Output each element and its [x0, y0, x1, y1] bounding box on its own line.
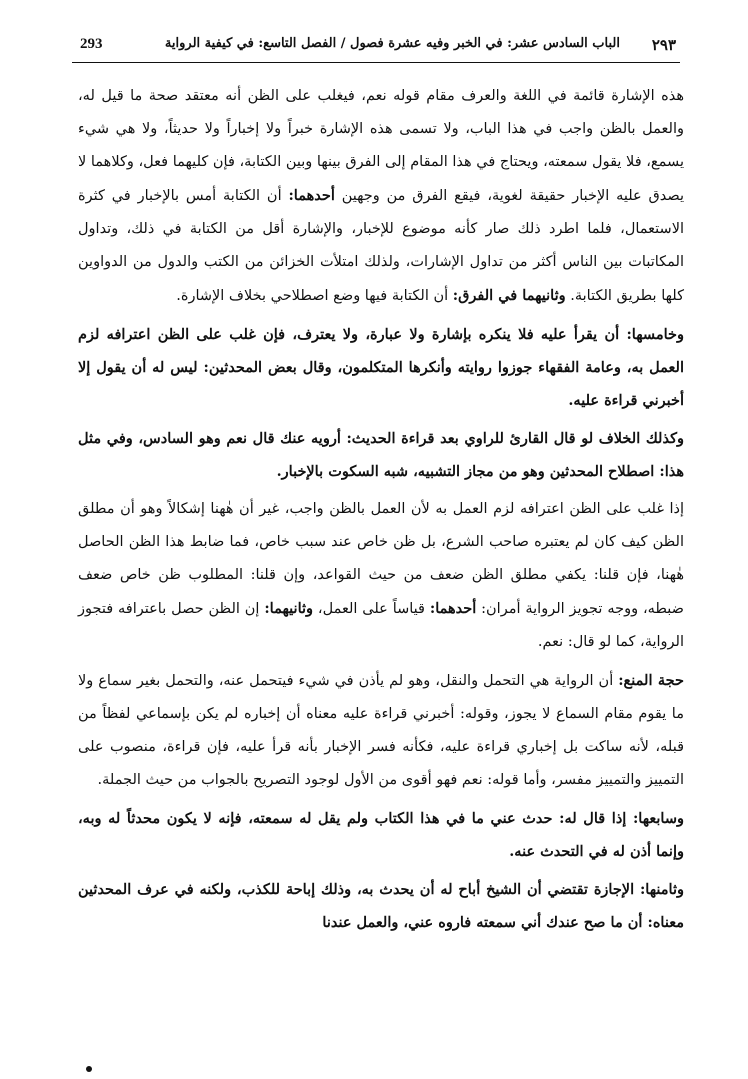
paragraph-text: إن الظن حصل باعترافه فتجوز الرواية، كما لو قال: نعم.: [78, 601, 684, 650]
paragraph-text: قياساً على العمل،: [313, 601, 430, 617]
bold-paragraph: وكذلك الخلاف لو قال القارئ للراوي بعد قراءة الحديث: أرويه عنك قال نعم وهو السادس، وفي مثل هذا: اصطلاح المحدثين وهو من مجاز التشبيه، شبه السكوت بالإخبار.: [78, 430, 684, 480]
bold-paragraph: وخامسها: أن يقرأ عليه فلا ينكره بإشارة ولا عبارة، ولا يعترف، فإن غلب على الظن اعترافه لزم العمل به، وعامة الفقهاء جوزوا روايته وأنكرها المتكلمون، وقال بعض المحدثين: ليس له أن يقول إلا أخبرني قراءة عليه.: [78, 326, 684, 409]
paragraph-text: إذا غلب على الظن اعترافه لزم العمل به لأن العمل بالظن واجب، غير أن هٰهنا إشكالاً وهو أن مطلق الظن كيف كان لم يعتبره صاحب الشرع، بل ظن خاص عند سبب خاص، فما ضابط هذا الظن الحاصل هٰهنا، فإن قلنا: يكفي مطلق الظن ضعف من حيث القواعد، وإن قلنا: المطلوب ظن خاص ضعف ضبطه، ووجه تجويز الرواية أمران:: [78, 501, 684, 617]
bold-term: وثانيهما:: [264, 600, 314, 617]
bold-term: حجة المنع:: [618, 672, 684, 689]
paragraph: [78, 664, 684, 797]
page-number-arabic: ٢٩٣: [651, 36, 676, 54]
paragraph: [78, 493, 684, 659]
bold-term: أحدهما:: [429, 600, 477, 617]
paragraph-text: أن الرواية هي التحمل والنقل، وهو لم يأذن في شيء فيتحمل عنه، والتحمل بغير سماع ولا ما يقوم مقام السماع لا يجوز، وقوله: أخبرني قراءة عليه معناه أن إخباره لم يكن بإسماعي لفظاً من قبله، لأنه ساكت بل إخباري قراءة عليه، فكأنه فسر الإخبار بأنه قرأ عليه، فإن قراءة، منصوب على التمييز والتمييز مفسر، وأما قوله: نعم فهو أقوى من الأول لوجود التصريح بالجواب من حيث الجملة.: [78, 673, 684, 788]
page-header: [72, 24, 680, 63]
paragraph: [78, 80, 684, 313]
bold-term: أحدهما:: [288, 187, 335, 204]
paragraph-text: هذه الإشارة قائمة في اللغة والعرف مقام قوله نعم، فيغلب على الظن أنه معتقد صحة ما قيل له، والعمل بالظن واجب في هذا الباب، ولا تسمى هذه الإشارة خبراً ولا إخباراً ولا حديثاً، ولا هي شيء يسمع، فلا يقول سمعته، ويحتاج في هذا المقام إلى الفرق بينها وبين الكتابة، فإن كليهما فعل، وكلاهما لا يصدق عليه الإخبار حقيقة لغوية، فيقع الفرق من وجهين: [78, 88, 685, 204]
page-number-latin: 293: [80, 36, 103, 52]
paragraph-text: أن الكتابة أمس بالإخبار في كثرة الاستعمال، فلما اطرد ذلك صار كأنه موضوع للإخبار، والإشارة أقل من الكتابة في ذلك، وتداول المكاتبات بين الناس أكثر من تداول الإشارات، ولذلك امتلأت الخزائن من الكتب والدول من الدواوين كلها بطريق الكتابة.: [78, 188, 684, 304]
bold-term: وثانيهما في الفرق:: [452, 287, 566, 304]
paragraph-text: أن الكتابة فيها وضع اصطلاحي بخلاف الإشارة.: [176, 288, 453, 304]
bold-paragraph: وثامنها: الإجازة تقتضي أن الشيخ أباح له أن يحدث به، وذلك إباحة للكذب، ولكنه في عرف المحدثين معناه: أن ما صح عندك أني سمعته فاروه عني، والعمل عندنا: [78, 881, 684, 931]
bold-paragraph: وسابعها: إذا قال له: حدث عني ما في هذا الكتاب ولم يقل له سمعته، فإنه لا يكون محدثاً له وبه، وإنما أذن له في التحدث عنه.: [78, 810, 684, 860]
body-text: [78, 80, 684, 939]
running-title: الباب السادس عشر: في الخبر وفيه عشرة فصول / الفصل التاسع: في كيفية الرواية: [164, 36, 620, 51]
footer-ink-mark: [86, 1066, 92, 1072]
